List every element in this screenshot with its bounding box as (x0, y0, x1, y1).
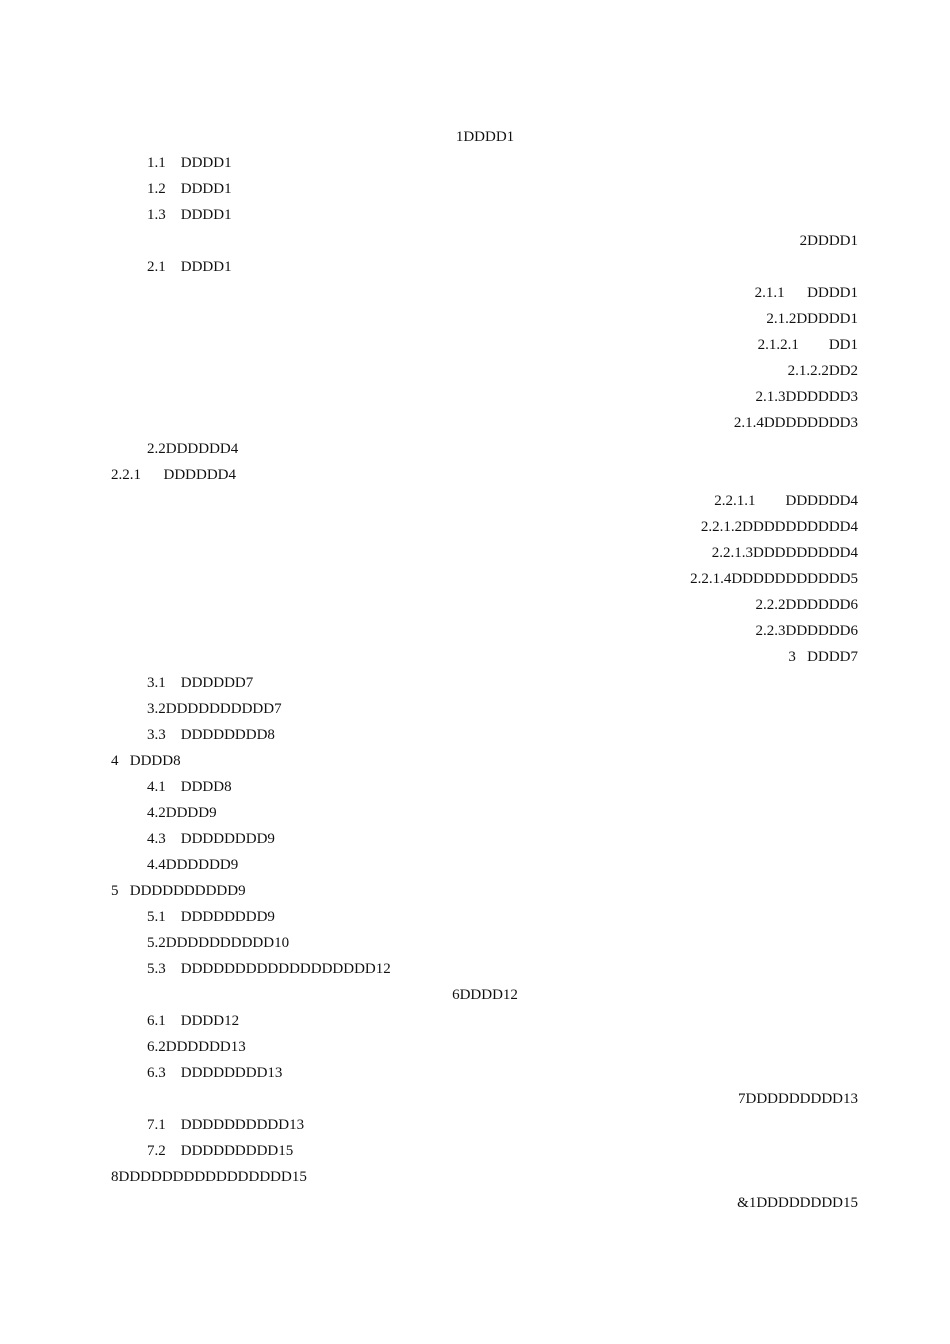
toc-entry (147, 674, 253, 692)
toc-entry (788, 362, 858, 380)
toc-entry (756, 622, 859, 640)
toc-entry-number: 2.2 (147, 441, 166, 457)
toc-entry-text: DDDDDD6 (785, 597, 858, 613)
toc-entry-number: 4.2 (147, 805, 166, 821)
toc-entry-number: 2.1.2.1 (757, 337, 799, 353)
toc-entry (147, 830, 275, 848)
toc-entry (147, 1142, 293, 1160)
toc-entry-text: DDDD1 (807, 285, 858, 301)
toc-entry (147, 154, 232, 172)
toc-entry-number: 7 (738, 1091, 746, 1107)
toc-entry-number: 5.1 (147, 909, 166, 925)
toc-entry-number: 2.2.1 (111, 467, 141, 483)
toc-entry-text: DDDD8 (180, 779, 232, 795)
toc-entry (0, 986, 950, 1004)
toc-entry-text: DDDDDDDD13 (180, 1065, 283, 1081)
toc-entry (690, 570, 858, 588)
toc-entry (756, 388, 859, 406)
toc-entry (111, 466, 236, 484)
toc-entry-text: DDDDDDDDDDD5 (731, 571, 858, 587)
toc-entry-text: DDDD1 (180, 259, 232, 275)
toc-entry-number: 3 (788, 649, 796, 665)
toc-entry-text: DDDDDDDDDDDDDDDD15 (118, 1169, 307, 1185)
toc-entry (111, 752, 181, 770)
toc-entry-number: 2.1 (147, 259, 166, 275)
toc-entry (755, 284, 858, 302)
toc-entry-text: DDDDDD7 (180, 675, 254, 691)
toc-entry-number: 2.1.1 (754, 285, 785, 301)
toc-entry (147, 440, 238, 458)
toc-entry-text: DDDDDDDD3 (763, 415, 858, 431)
toc-entry-number: 5 (111, 883, 119, 899)
toc-entry (147, 778, 232, 796)
toc-entry-number: 3.2 (147, 701, 166, 717)
toc-entry-text: DDDDDDDDDD9 (129, 883, 246, 899)
toc-entry-text: DDDD1 (180, 207, 232, 223)
toc-entry-number: 1.2 (147, 181, 166, 197)
toc-entry-number: 1 (455, 129, 464, 145)
toc-entry (147, 804, 217, 822)
toc-entry-number: 2.2.1.2 (700, 519, 743, 535)
toc-entry-text: DDDDDDDD9 (180, 909, 275, 925)
toc-entry-text: DDDDDD4 (785, 493, 858, 509)
toc-entry (738, 1090, 858, 1108)
toc-entry (147, 1012, 239, 1030)
toc-entry (147, 726, 275, 744)
toc-entry (111, 1168, 307, 1186)
toc-entry-number: 4.1 (147, 779, 166, 795)
toc-entry (147, 180, 232, 198)
toc-entry-number: 2.2.3 (755, 623, 786, 639)
toc-entry-number: 2 (799, 233, 808, 249)
toc-entry-number: 5.3 (147, 961, 166, 977)
toc-entry-number: 7.2 (147, 1143, 166, 1159)
toc-entry (111, 882, 246, 900)
toc-entry-number: 6.3 (147, 1065, 166, 1081)
toc-entry-text: DDDD12 (459, 987, 518, 1003)
toc-entry-text: DDDDDD13 (165, 1039, 246, 1055)
toc-entry (714, 492, 858, 510)
toc-entry (147, 1116, 304, 1134)
toc-entry-text: DD1 (828, 337, 858, 353)
toc-entry-text: DDDD9 (165, 805, 217, 821)
toc-entry (147, 908, 275, 926)
toc-entry-text: DDDDDD9 (165, 857, 239, 873)
toc-entry (147, 856, 238, 874)
toc-entry (766, 310, 858, 328)
toc-entry-text: DDDDDDDDD13 (745, 1091, 858, 1107)
toc-entry (147, 258, 232, 276)
toc-entry-number: 2.2.1.1 (714, 493, 756, 509)
toc-entry (701, 518, 858, 536)
toc-entry-number: 7.1 (147, 1117, 166, 1133)
toc-entry-text: DDDD7 (807, 649, 858, 665)
toc-entry-text: DD2 (828, 363, 858, 379)
toc-entry (734, 414, 858, 432)
toc-entry-number: 2.1.4 (733, 415, 764, 431)
toc-entry-number: 6.1 (147, 1013, 166, 1029)
toc-entry-text: DDDDDDDDDD4 (742, 519, 858, 535)
toc-entry-number: 2.2.1.3 (711, 545, 753, 561)
toc-entry-number: 5.2 (147, 935, 166, 951)
toc-entry-text: DDDD1 (180, 155, 232, 171)
toc-entry-text: DDDD8 (129, 753, 181, 769)
toc-entry-number: 4.4 (147, 857, 166, 873)
toc-entry-number: 4 (111, 753, 119, 769)
toc-entry-number: 3.1 (147, 675, 166, 691)
toc-entry-text: DDDDDDDDDD10 (165, 935, 290, 951)
toc-entry (756, 596, 859, 614)
toc-entry-text: DDDDDDDDDD13 (180, 1117, 305, 1133)
toc-entry-number: 2.1.3 (755, 389, 786, 405)
toc-entry-number: 8 (111, 1169, 119, 1185)
toc-entry-text: DDDDDDDD15 (756, 1195, 858, 1211)
toc-entry-text: DDDDDD3 (785, 389, 858, 405)
toc-entry-text: DDDD12 (180, 1013, 240, 1029)
toc-entry-number: &1 (737, 1195, 757, 1211)
toc-entry-number: 1.3 (147, 207, 166, 223)
toc-entry (712, 544, 858, 562)
toc-entry (147, 934, 289, 952)
toc-entry (147, 1038, 246, 1056)
toc-entry-number: 4.3 (147, 831, 166, 847)
toc-entry-text: DDDDDDDD9 (180, 831, 275, 847)
toc-entry-text: DDDDDDDDD4 (753, 545, 858, 561)
toc-entry-number: 2.2.1.4 (690, 571, 732, 587)
toc-entry-text: DDDDDDDD8 (180, 727, 275, 743)
toc-entry (800, 232, 858, 250)
toc-entry (758, 336, 858, 354)
toc-entry-text: DDDD1 (180, 181, 232, 197)
toc-entry-number: 1.1 (147, 155, 166, 171)
toc-entry (147, 206, 232, 224)
toc-entry-text: DDDDDDDDDDDDDDDDDD12 (180, 961, 391, 977)
toc-entry (788, 648, 858, 666)
toc-entry-number: 2.2.2 (755, 597, 786, 613)
toc-entry-number: 3.3 (147, 727, 166, 743)
toc-entry-text: DDDDD1 (796, 311, 858, 327)
toc-entry-number: 2.1.2 (766, 311, 797, 327)
toc-entry-text: DDDDDDDDDD7 (165, 701, 282, 717)
toc-entry-number: 2.1.2.2 (787, 363, 829, 379)
toc-entry (0, 128, 950, 146)
toc-entry-text: DDDDDD6 (785, 623, 858, 639)
toc-entry-text: DDDD1 (807, 233, 858, 249)
toc-entry-text: DDDDDD4 (165, 441, 239, 457)
toc-entry-text: DDDDDD4 (163, 467, 236, 483)
toc-entry (147, 700, 282, 718)
toc-entry-number: 6 (452, 987, 460, 1003)
toc-entry-number: 6.2 (147, 1039, 166, 1055)
toc-entry (147, 960, 391, 978)
toc-entry (147, 1064, 282, 1082)
toc-entry (737, 1194, 858, 1212)
toc-entry-text: DDDDDDDDD15 (180, 1143, 294, 1159)
toc-entry-text: DDDD1 (463, 129, 515, 145)
